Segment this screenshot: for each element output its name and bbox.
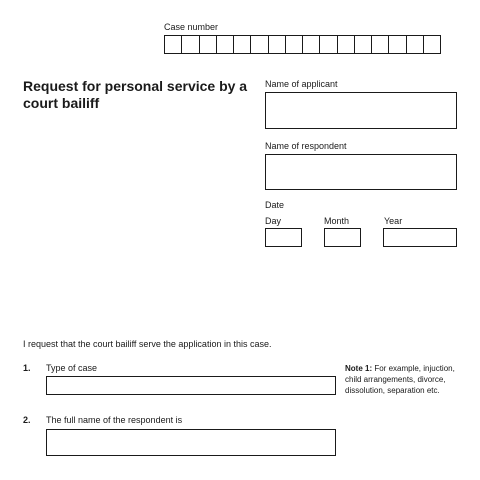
page-title: Request for personal service by a court bailiff (23, 78, 248, 111)
case-number-cell[interactable] (388, 35, 406, 54)
intro-text: I request that the court bailiff serve the application in this case. (23, 339, 272, 349)
case-number-cell[interactable] (319, 35, 337, 54)
case-number-cell[interactable] (302, 35, 320, 54)
date-year-label: Year (384, 216, 403, 226)
respondent-full-name-field[interactable] (46, 429, 336, 456)
case-number-cell[interactable] (406, 35, 424, 54)
question-1-number: 1. (23, 363, 31, 373)
case-number-cell[interactable] (423, 35, 441, 54)
case-number-cell[interactable] (371, 35, 389, 54)
question-2-label: The full name of the respondent is (46, 415, 183, 425)
date-day-label: Day (265, 216, 282, 226)
case-number-cell[interactable] (164, 35, 182, 54)
respondent-name-field[interactable] (265, 154, 457, 190)
note-1 (345, 363, 463, 396)
date-month-field[interactable] (324, 228, 361, 247)
case-number-cell[interactable] (199, 35, 217, 54)
question-1-label: Type of case (46, 363, 98, 373)
date-label: Date (265, 200, 285, 210)
case-number-cell[interactable] (233, 35, 251, 54)
case-number-cell[interactable] (216, 35, 234, 54)
case-number-cell[interactable] (181, 35, 199, 54)
case-number-cell[interactable] (285, 35, 303, 54)
note-1-text: For example, injuction, child arrangements, divorce, dissolution, separation etc. (345, 364, 455, 395)
case-number-field[interactable] (164, 35, 441, 54)
case-number-cell[interactable] (337, 35, 355, 54)
case-number-label: Case number (164, 22, 219, 32)
question-2-number: 2. (23, 415, 31, 425)
respondent-label: Name of respondent (265, 141, 347, 151)
date-month-label: Month (324, 216, 350, 226)
applicant-name-field[interactable] (265, 92, 457, 129)
case-number-cell[interactable] (268, 35, 286, 54)
type-of-case-field[interactable] (46, 376, 336, 395)
case-number-cell[interactable] (354, 35, 372, 54)
applicant-label: Name of applicant (265, 79, 338, 89)
date-day-field[interactable] (265, 228, 302, 247)
case-number-cell[interactable] (250, 35, 268, 54)
note-1-heading: Note 1: (345, 364, 373, 373)
date-year-field[interactable] (383, 228, 457, 247)
